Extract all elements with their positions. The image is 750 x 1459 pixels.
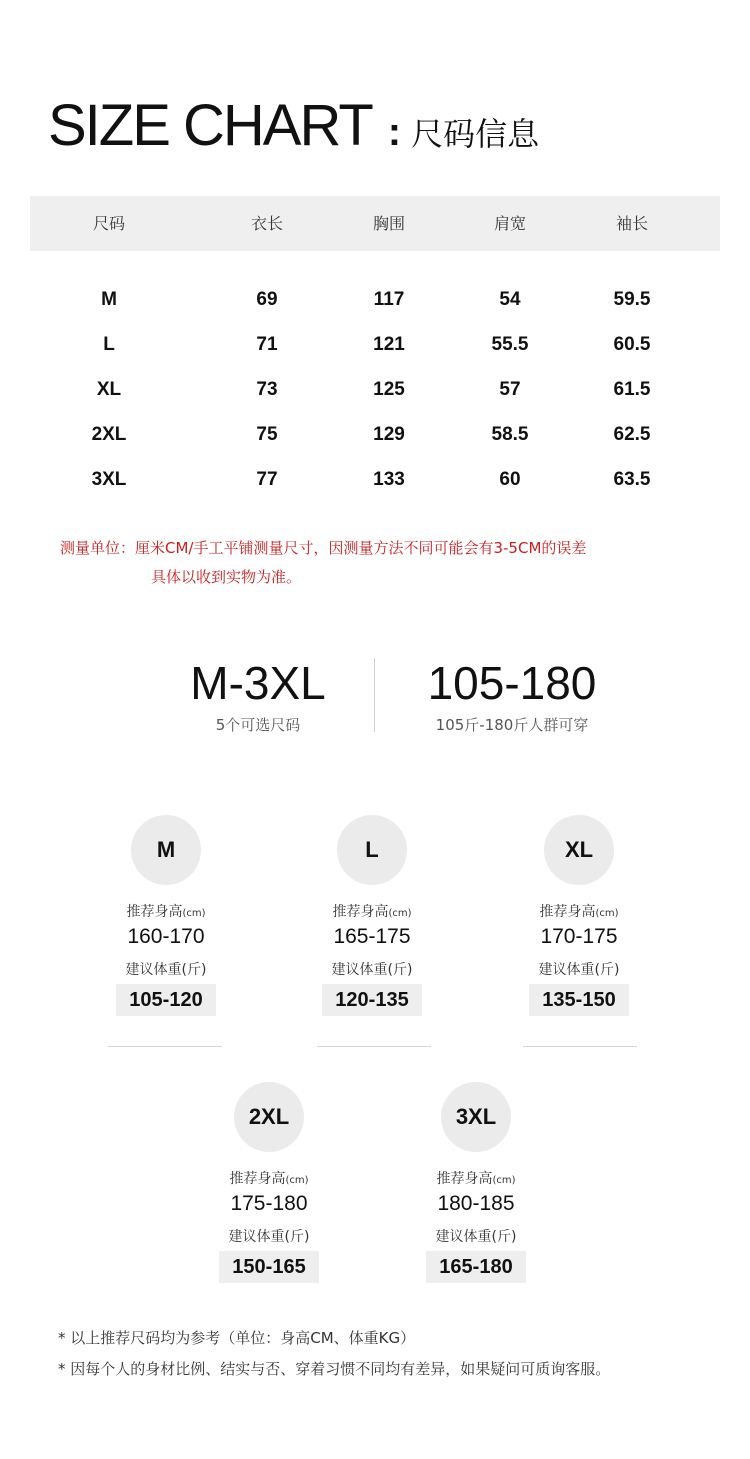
size-card-m bbox=[106, 815, 226, 1016]
weight-range-stat bbox=[404, 652, 620, 736]
size-range-value: M-3XL bbox=[190, 657, 326, 709]
table-cell: 133 bbox=[373, 469, 405, 490]
table-row bbox=[30, 465, 720, 495]
card-divider bbox=[523, 1046, 637, 1047]
weight-label: 建议体重(斤) bbox=[538, 962, 620, 978]
weight-label: 建议体重(斤) bbox=[331, 962, 413, 978]
height-value: 175-180 bbox=[230, 1192, 308, 1215]
table-cell: XL bbox=[96, 379, 122, 400]
table-cell: 73 bbox=[256, 379, 278, 400]
table-row bbox=[30, 330, 720, 360]
table-cell: 75 bbox=[256, 424, 278, 445]
size-badge: L bbox=[337, 815, 407, 885]
weight-value: 105-120 bbox=[116, 984, 216, 1016]
weight-label: 建议体重(斤) bbox=[228, 1229, 310, 1245]
table-cell: 60.5 bbox=[613, 334, 651, 355]
table-cell: 3XL bbox=[91, 469, 127, 490]
weight-range-value: 105-180 bbox=[427, 657, 597, 709]
title-colon: : bbox=[387, 110, 402, 154]
table-cell: 62.5 bbox=[613, 424, 651, 445]
table-cell: 60 bbox=[499, 469, 521, 490]
measurement-note-line2: 具体以收到实物为准。 bbox=[151, 568, 302, 586]
card-divider bbox=[108, 1046, 222, 1047]
table-row bbox=[30, 420, 720, 450]
table-cell: 58.5 bbox=[491, 424, 529, 445]
weight-value: 165-180 bbox=[426, 1251, 526, 1283]
table-cell: 61.5 bbox=[613, 379, 651, 400]
card-divider bbox=[317, 1046, 431, 1047]
table-row bbox=[30, 285, 720, 315]
column-header-length: 衣长 bbox=[250, 214, 284, 233]
height-value: 165-175 bbox=[333, 925, 411, 948]
footer-note-variance: * 因每个人的身材比例、结实与否、穿着习惯不同均有差异，如果疑问可质询客服。 bbox=[58, 1360, 611, 1378]
table-cell: 2XL bbox=[91, 424, 127, 445]
size-badge: M bbox=[131, 815, 201, 885]
height-label: 推荐身高(cm) bbox=[126, 904, 206, 920]
title-cn: 尺码信息 bbox=[411, 115, 540, 153]
table-cell: 121 bbox=[373, 334, 405, 355]
table-cell: 125 bbox=[373, 379, 405, 400]
column-header-size: 尺码 bbox=[92, 214, 126, 233]
column-header-sleeve: 袖长 bbox=[615, 214, 649, 233]
column-header-shoulder: 肩宽 bbox=[493, 214, 527, 233]
table-cell: 54 bbox=[499, 289, 521, 310]
size-range-stat bbox=[170, 652, 346, 736]
size-card-l bbox=[312, 815, 432, 1016]
table-cell: 59.5 bbox=[613, 289, 651, 310]
weight-value: 135-150 bbox=[529, 984, 629, 1016]
size-range-caption: 5个可选尺码 bbox=[215, 716, 301, 734]
size-card-3xl bbox=[416, 1082, 536, 1283]
height-label: 推荐身高(cm) bbox=[229, 1171, 309, 1187]
table-cell: L bbox=[103, 334, 115, 355]
footer-note-reference: * 以上推荐尺码均为参考（单位：身高CM、体重KG） bbox=[58, 1329, 416, 1347]
weight-value: 150-165 bbox=[219, 1251, 319, 1283]
height-label: 推荐身高(cm) bbox=[332, 904, 412, 920]
weight-value: 120-135 bbox=[322, 984, 422, 1016]
size-card-2xl bbox=[209, 1082, 329, 1283]
table-cell: 129 bbox=[373, 424, 405, 445]
height-label: 推荐身高(cm) bbox=[436, 1171, 516, 1187]
table-cell: 117 bbox=[373, 289, 405, 310]
size-badge: 2XL bbox=[234, 1082, 304, 1152]
page-title bbox=[48, 92, 539, 162]
size-badge: XL bbox=[544, 815, 614, 885]
measurement-note: 测量单位：厘米CM/手工平铺测量尺寸，因测量方法不同可能会有3-5CM的误差 bbox=[60, 539, 587, 557]
weight-range-caption: 105斤-180斤人群可穿 bbox=[435, 716, 589, 734]
size-badge: 3XL bbox=[441, 1082, 511, 1152]
title-en: SIZE CHART bbox=[48, 93, 372, 158]
table-cell: 57 bbox=[499, 379, 521, 400]
size-table-header bbox=[30, 196, 720, 251]
table-cell: 69 bbox=[256, 289, 278, 310]
stat-divider bbox=[374, 658, 375, 732]
height-label: 推荐身高(cm) bbox=[539, 904, 619, 920]
table-cell: 55.5 bbox=[491, 334, 529, 355]
table-cell: 77 bbox=[256, 469, 278, 490]
table-cell: 71 bbox=[256, 334, 278, 355]
table-cell: 63.5 bbox=[613, 469, 651, 490]
column-header-chest: 胸围 bbox=[372, 214, 406, 233]
size-card-xl bbox=[519, 815, 639, 1016]
table-cell: M bbox=[101, 289, 117, 310]
weight-label: 建议体重(斤) bbox=[125, 962, 207, 978]
height-value: 160-170 bbox=[127, 925, 205, 948]
height-value: 170-175 bbox=[540, 925, 618, 948]
table-row bbox=[30, 375, 720, 405]
height-value: 180-185 bbox=[437, 1192, 515, 1215]
weight-label: 建议体重(斤) bbox=[435, 1229, 517, 1245]
